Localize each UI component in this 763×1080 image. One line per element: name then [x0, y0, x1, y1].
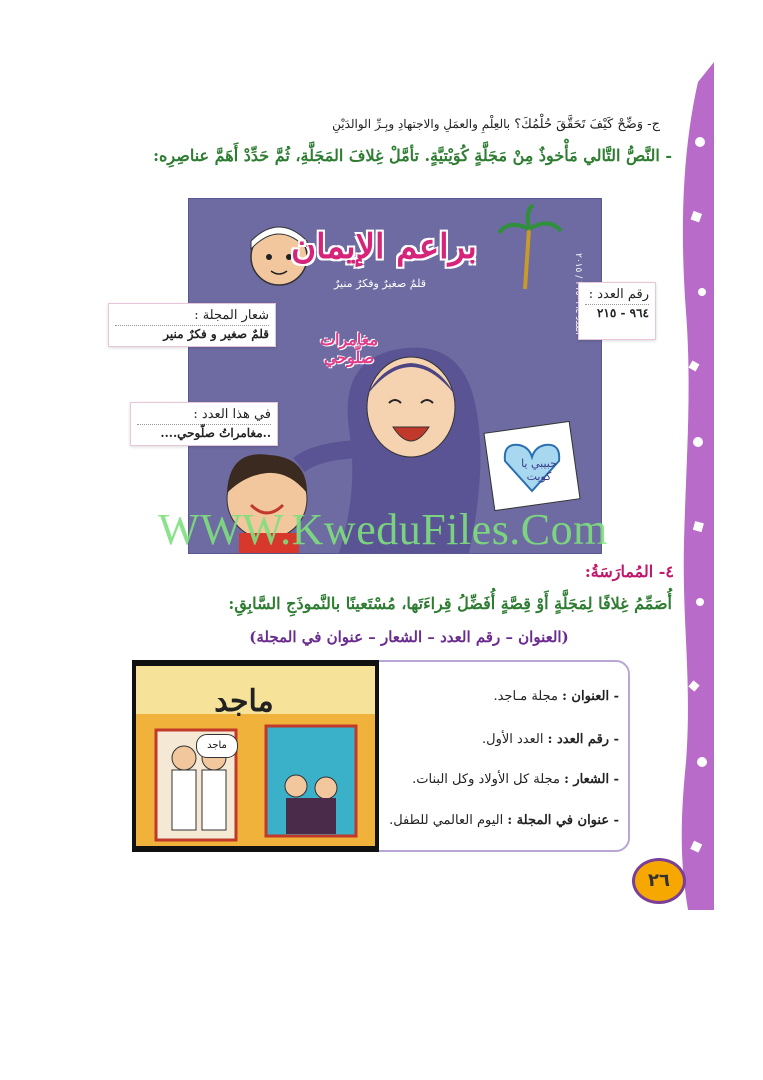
practice-item-slogan-label: - الشعار :: [564, 772, 619, 787]
cover-adventure-line2: صلّوحي: [323, 348, 375, 368]
practice-item-content-value: اليوم العالمي للطفل.: [389, 813, 504, 828]
practice-item-slogan: [379, 772, 619, 787]
magazine-image: [132, 660, 379, 852]
practice-item-title-label: - العنوان :: [562, 689, 619, 704]
cover-slogan: قلمٌ صغيرٌ وفكرٌ منيرٌ: [333, 277, 427, 290]
callout-issue-value: ٩٦٤ - ٢١٥: [585, 304, 649, 320]
callout-slogan: [108, 303, 276, 347]
watermark: WWW.KweduFiles.Com: [158, 505, 608, 554]
cover-heart-text: حبيبي يا كويت: [521, 457, 557, 484]
practice-item-content-label: - عنوان في المجلة :: [507, 813, 619, 828]
practice-elements: (العنوان – رقم العدد – الشعار – عنوان في المجلة): [249, 628, 569, 646]
callout-slogan-value: قلمٌ صغير و فكرٌ منير: [115, 325, 269, 341]
practice-item-slogan-value: مجلة كل الأولاد وكل البنات.: [412, 772, 560, 787]
question-answer: بالعِلْمِ والعمَلِ والاجتهادِ وبِـرِّ الوالدَيْنِ: [332, 117, 511, 131]
practice-item-issue-label: - رقم العدد :: [547, 732, 619, 747]
decorative-side-strip: [678, 62, 714, 910]
practice-item-title: [379, 689, 619, 704]
practice-item-content: [379, 813, 619, 828]
cover-issue-number: / ٢٠١٥: [573, 253, 583, 279]
callout-contents-value: ..مغامراتُ صلّوحي....: [137, 424, 271, 440]
magazine-image-title: ماجد: [214, 684, 274, 719]
practice-heading: ٤- المُمارَسَةُ:: [584, 562, 674, 581]
practice-task: أُصَمِّمُ غِلافًا لِمَجَلَّةٍ أَوْ قِصَّةٍ أُفَضِّلُ قِراءَتَها، مُسْتَعينًا بالنَّموذَجِ السَّابِقِ:: [228, 594, 672, 613]
magazine-image-bubble: ماجد: [196, 734, 238, 758]
practice-item-issue: [379, 732, 619, 747]
magazine-cover: [188, 198, 602, 554]
practice-item-title-value: مجلة مـاجد.: [493, 689, 558, 704]
cover-adventure-line1: مغامرات: [319, 330, 379, 349]
page-number: ٢٦: [632, 858, 686, 904]
instruction-line: - النَّصُّ التَّالي مَأْخوذٌ مِنْ مَجَلَّةٍ كُوَيْتيَّةٍ. تأمَّلْ غِلافَ المَجَلَّةِ، ثُمَّ حَدِّدْ أَهَمَّ عناصِرِه:: [153, 146, 672, 165]
callout-contents: [130, 402, 278, 446]
callout-issue-title: رقم العدد :: [588, 287, 649, 302]
callout-slogan-title: شعار المجلة :: [194, 308, 269, 323]
question-text: ج- وَضِّحْ كَيْفَ تَحَقَّقَ حُلْمُكَ؟: [514, 117, 660, 132]
question-line: [240, 117, 660, 132]
practice-item-issue-value: العدد الأول.: [482, 732, 544, 747]
cover-adventure-title: [289, 331, 409, 368]
cover-title: براعم الإيمان: [291, 227, 477, 267]
callout-contents-title: في هذا العدد :: [193, 407, 271, 422]
callout-issue-number: [578, 282, 656, 340]
